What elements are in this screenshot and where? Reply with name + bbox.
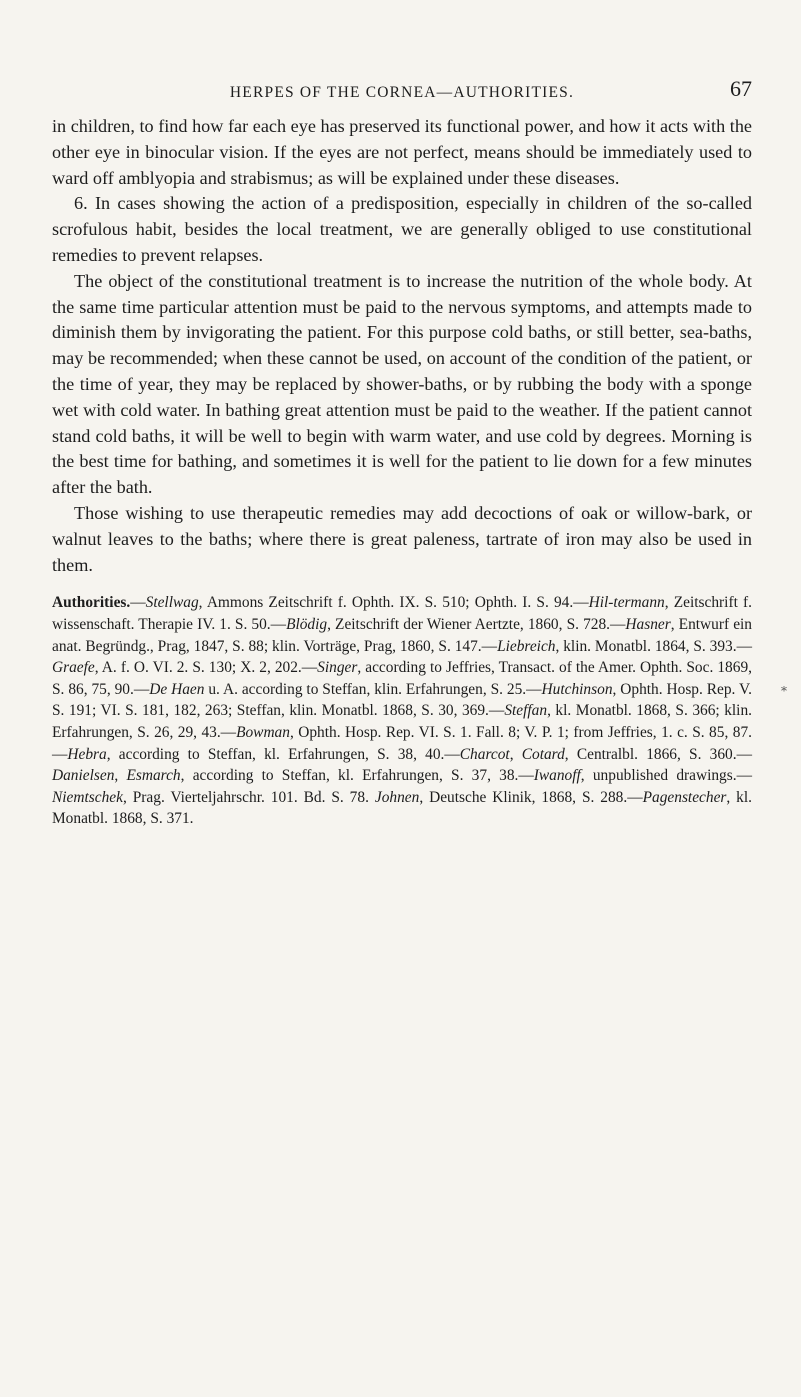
authority-author: Charcot (459, 745, 510, 763)
authority-author: Steffan (504, 702, 548, 720)
margin-mark: * (781, 684, 787, 698)
authorities-heading: Authorities. (52, 594, 131, 612)
authority-author: Niemtschek (52, 788, 123, 806)
authority-author: Hil-termann (588, 594, 665, 612)
book-page (52, 76, 753, 830)
authority-citation: , Deutsche Klinik, 1868, S. 288.— (419, 788, 643, 806)
running-head (52, 76, 752, 114)
paragraph-point-6: 6. In cases showing the action of a predisposition, especially in children of the so-called scrofulous habit, besides the local treatment, we are generally obliged to use constitutional remedies to prevent relapses. (52, 193, 752, 265)
authority-author: Graefe (52, 659, 95, 677)
authority-author: Liebreich (497, 637, 556, 655)
authority-citation: , Ammons Zeitschrift f. Ophth. IX. S. 510; Ophth. I. S. 94.— (198, 594, 589, 612)
authority-citation: , Zeitschrift der Wiener Aertzte, 1860, S. 728.— (327, 615, 626, 633)
authority-citation: , Ophth. Hosp. Rep. V. S. 191; VI. S. 181, 182, 263; Steffan, klin. Monatbl. 1868, S. 30, 369.— (52, 680, 753, 720)
authority-author: Stellwag (145, 594, 199, 612)
authority-author: Hebra (67, 745, 107, 763)
authority-citation: , (114, 767, 127, 785)
authority-author: Esmarch (126, 767, 181, 785)
authority-author: Hutchinson (541, 680, 613, 698)
running-title: HERPES OF THE CORNEA—AUTHORITIES. (229, 84, 575, 101)
authority-citation: , unpublished drawings.— (580, 767, 752, 785)
authority-author: Danielsen (52, 767, 115, 785)
authority-author: Singer (317, 659, 358, 677)
authority-author: Cotard (521, 745, 565, 763)
paragraph-therapeutic-remedies: Those wishing to use therapeutic remedies may add decoctions of oak or willow-bark, or walnut leaves to the baths; where there is great paleness, tartrate of iron may also be used in them. (52, 502, 752, 575)
authority-author: De Haen (149, 680, 205, 698)
authority-author: Pagenstecher (642, 788, 727, 806)
authority-citation: , according to Steffan, kl. Erfahrungen, S. 38, 40.— (106, 745, 460, 763)
authority-author: Blödig (286, 615, 328, 633)
authority-citation: , according to Steffan, kl. Erfahrungen, S. 37, 38.— (180, 767, 534, 785)
authority-citation: , (509, 745, 522, 763)
authority-citation: , Entwurf ein anat. Begründg., Prag, 1847, S. 88; klin. Vorträge, Prag, 1860, S. 147.— (52, 615, 753, 655)
authority-author: Bowman (236, 723, 290, 741)
authority-citation: , kl. Monatbl. 1868, S. 366; klin. Erfahrungen, S. 26, 29, 43.— (52, 702, 753, 741)
authority-citation: , Ophth. Hosp. Rep. VI. S. 1. Fall. 8; V. P. 1; from Jeffries, 1. c. S. 85, 87.— (52, 723, 752, 763)
page-number: 67 (730, 76, 752, 101)
paragraph-constitutional-treatment: The object of the constitutional treatment is to increase the nutrition of the whole body. At the same time particular attention must be paid to the nervous symptoms, and attempts made to diminish them by invigorating the patient. For this purpose cold baths, or still better, sea-baths, may be recommended; when these cannot be used, on account of the condition of the patient, or the time of year, they may be replaced by shower-baths, or by rubbing the body with a sponge wet with cold water. In bathing great attention must be paid to the weather. If the patient cannot stand cold baths, it will be well to begin with warm water, and use cold by degrees. Morning is the best time for bathing, and sometimes it is well for the patient to lie down for a few minutes after the bath. (52, 270, 752, 498)
body-text (52, 114, 752, 578)
authorities-list (52, 594, 752, 827)
authority-citation: , according to Jeffries, Transact. of the Amer. Ophth. Soc. 1869, S. 86, 75, 90.— (52, 659, 752, 698)
authority-citation: , kl. Monatbl. 1868, S. 371. (52, 788, 752, 828)
authority-citation: — (130, 594, 146, 612)
authority-author: Iwanoff (533, 767, 581, 785)
authority-citation: , Zeitschrift f. wissenschaft. Therapie IV. 1. S. 50.— (52, 594, 752, 633)
authorities-section (52, 592, 752, 830)
authority-author: Hasner (625, 615, 671, 633)
authority-citation: u. A. according to Steffan, klin. Erfahrungen, S. 25.— (204, 680, 542, 698)
authority-citation: , Prag. Vierteljahrschr. 101. Bd. S. 78. (122, 788, 375, 806)
authority-citation: , klin. Monatbl. 1864, S. 393.— (555, 637, 752, 655)
authority-citation: , Centralbl. 1866, S. 360.— (564, 745, 752, 763)
authority-citation: , A. f. O. VI. 2. S. 130; X. 2, 202.— (94, 659, 318, 677)
authority-author: Johnen (374, 788, 420, 806)
paragraph-continued: in children, to find how far each eye has preserved its functional power, and how it acts with the other eye in binocular vision. If the eyes are not perfect, means should be immediately used to ward off amblyopia and strabismus; as will be explained under these diseases. (52, 116, 752, 188)
